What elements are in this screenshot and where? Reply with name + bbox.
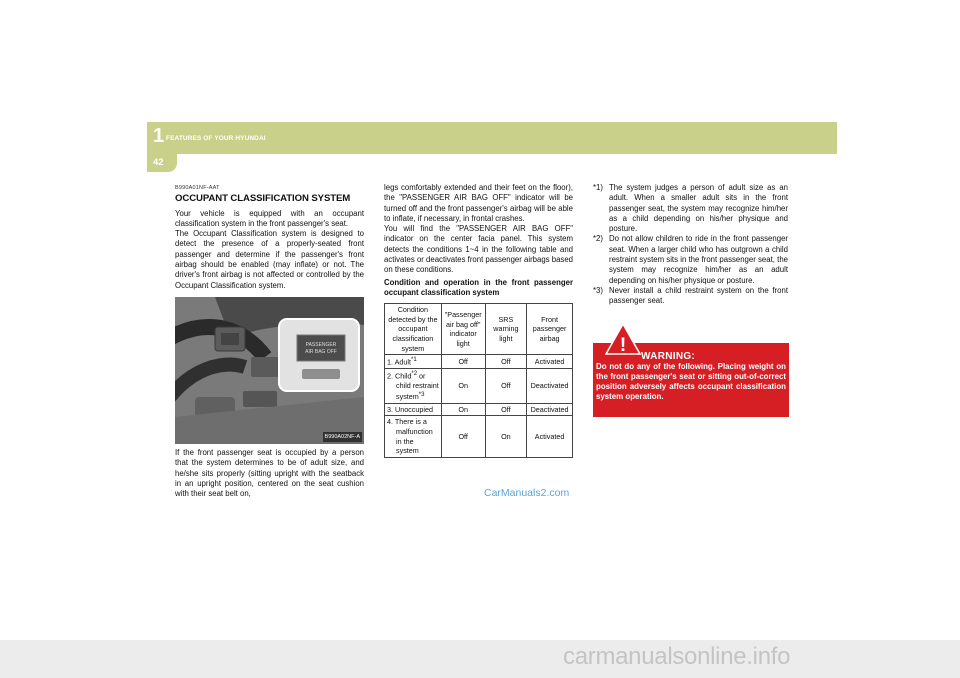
footnote-mark: *2): [593, 234, 603, 244]
row-indicator: Off: [441, 416, 485, 457]
footnote-text: Do not allow children to ride in the front passenger seat. When a larger child who has outgrown a child restraint system sits in the front passenger seat, the system may recognize him/her as an adult depending on his/her physique or posture.: [609, 234, 788, 285]
section-code: B990A01NF-AAT: [175, 185, 220, 191]
section-title: OCCUPANT CLASSIFICATION SYSTEM: [175, 193, 351, 205]
photo-caption: B990A02NF-A: [323, 432, 362, 442]
footnote-mark: *1): [593, 183, 603, 192]
row-airbag: Deactivated: [527, 369, 573, 404]
warning-symbol: !: [619, 335, 627, 355]
indicator-label-line1: PASSENGER: [305, 341, 337, 348]
watermark-link[interactable]: CarManuals2.com: [484, 487, 570, 499]
intro-paragraph-1: Your vehicle is equipped with an occupant classification system in the front passenger's seat.: [175, 208, 364, 228]
intro-paragraph-2: The Occupant Classification system is designed to detect the presence of a properly-seated front passenger and determine if the passenger's front airbag should be enabled (may inflate) or not. The driver's front airbag is not affected or controlled by the Occupant Classification system.: [175, 229, 364, 290]
condition-table: [384, 303, 573, 457]
row-srs: Off: [485, 355, 527, 369]
footer-band: [0, 640, 960, 678]
footnote-1: [593, 183, 788, 234]
page-number: 42: [153, 157, 164, 168]
row-srs: On: [485, 416, 527, 457]
paragraph-after-photo: If the front passenger seat is occupied by a person that the system determines to be of adult size, and he/she sits properly (sitting upright with the seatback in an upright position, centered on the seat cushion with their seat belt on,: [175, 447, 364, 499]
table-row: [385, 355, 573, 369]
row-condition: 4. There is a malfunction in the system: [385, 416, 442, 457]
dashboard-illustration: [175, 297, 364, 444]
footnote-text: Never install a child restraint system on the front passenger seat.: [609, 285, 788, 306]
table-row: [385, 416, 573, 457]
row-airbag: Activated: [527, 355, 573, 369]
table-heading: Condition and operation in the front passenger occupant classification system: [384, 277, 573, 297]
dashboard-photo: [175, 297, 364, 444]
row-condition: 1. Adult$^{*1}$: [385, 355, 442, 369]
warning-title: WARNING:: [641, 351, 696, 362]
col2-paragraph-2: You will find the "PASSENGER AIR BAG OFF" indicator on the center facia panel. This system detects the conditions 1~4 in the following table and activates or deactivates front passenger airbags based on these conditions.: [384, 224, 573, 275]
row-indicator: Off: [441, 355, 485, 369]
row-airbag: Deactivated: [527, 403, 573, 416]
column-left: [175, 183, 364, 499]
col2-paragraph-1: legs comfortably extended and their feet on the floor), the "PASSENGER AIR BAG OFF" indicator will be turned off and the front passenger's airbag will be able to inflate, if necessary, in frontal crashes.: [384, 183, 573, 223]
footnote-2: [593, 234, 788, 285]
table-header-row: [385, 304, 573, 355]
header-indicator: "Passenger air bag off" indicator light: [441, 304, 485, 355]
header-condition: Condition detected by the occupant classification system: [385, 304, 442, 355]
footer-watermark: carmanualsonline.info: [563, 643, 791, 670]
indicator-label-line2: AIR BAG OFF: [305, 348, 337, 355]
header-srs: SRS warning light: [485, 304, 527, 355]
warning-box: [593, 335, 789, 417]
row-airbag: Activated: [527, 416, 573, 457]
row-condition: 3. Unoccupied: [385, 403, 442, 416]
footnote-text: The system judges a person of adult size as an adult. When a smaller adult sits in the front passenger seat, the system may recognize him/her as a child depending on his/her physique and posture.: [609, 183, 788, 234]
row-srs: Off: [485, 369, 527, 404]
header-airbag: Front passenger airbag: [527, 304, 573, 355]
footnote-3: [593, 286, 788, 307]
row-indicator: On: [441, 369, 485, 404]
table-row: [385, 403, 573, 416]
warning-text: Do not do any of the following. Placing weight on the front passenger's seat or sitting out-of-correct position adversely affects occupant classification system operation.: [596, 362, 786, 402]
chapter-title: FEATURES OF YOUR HYUNDAI: [166, 135, 266, 142]
row-indicator: On: [441, 403, 485, 416]
table-row: [385, 369, 573, 404]
column-middle: [384, 183, 573, 458]
footnote-mark: *3): [593, 285, 603, 295]
chapter-number: 1: [153, 125, 165, 147]
row-condition: 2. Child$^{*2}$ or child restraint system$^{*3}$: [385, 369, 442, 404]
row-srs: Off: [485, 403, 527, 416]
warning-triangle-icon: [605, 323, 641, 355]
column-right: [593, 183, 788, 307]
